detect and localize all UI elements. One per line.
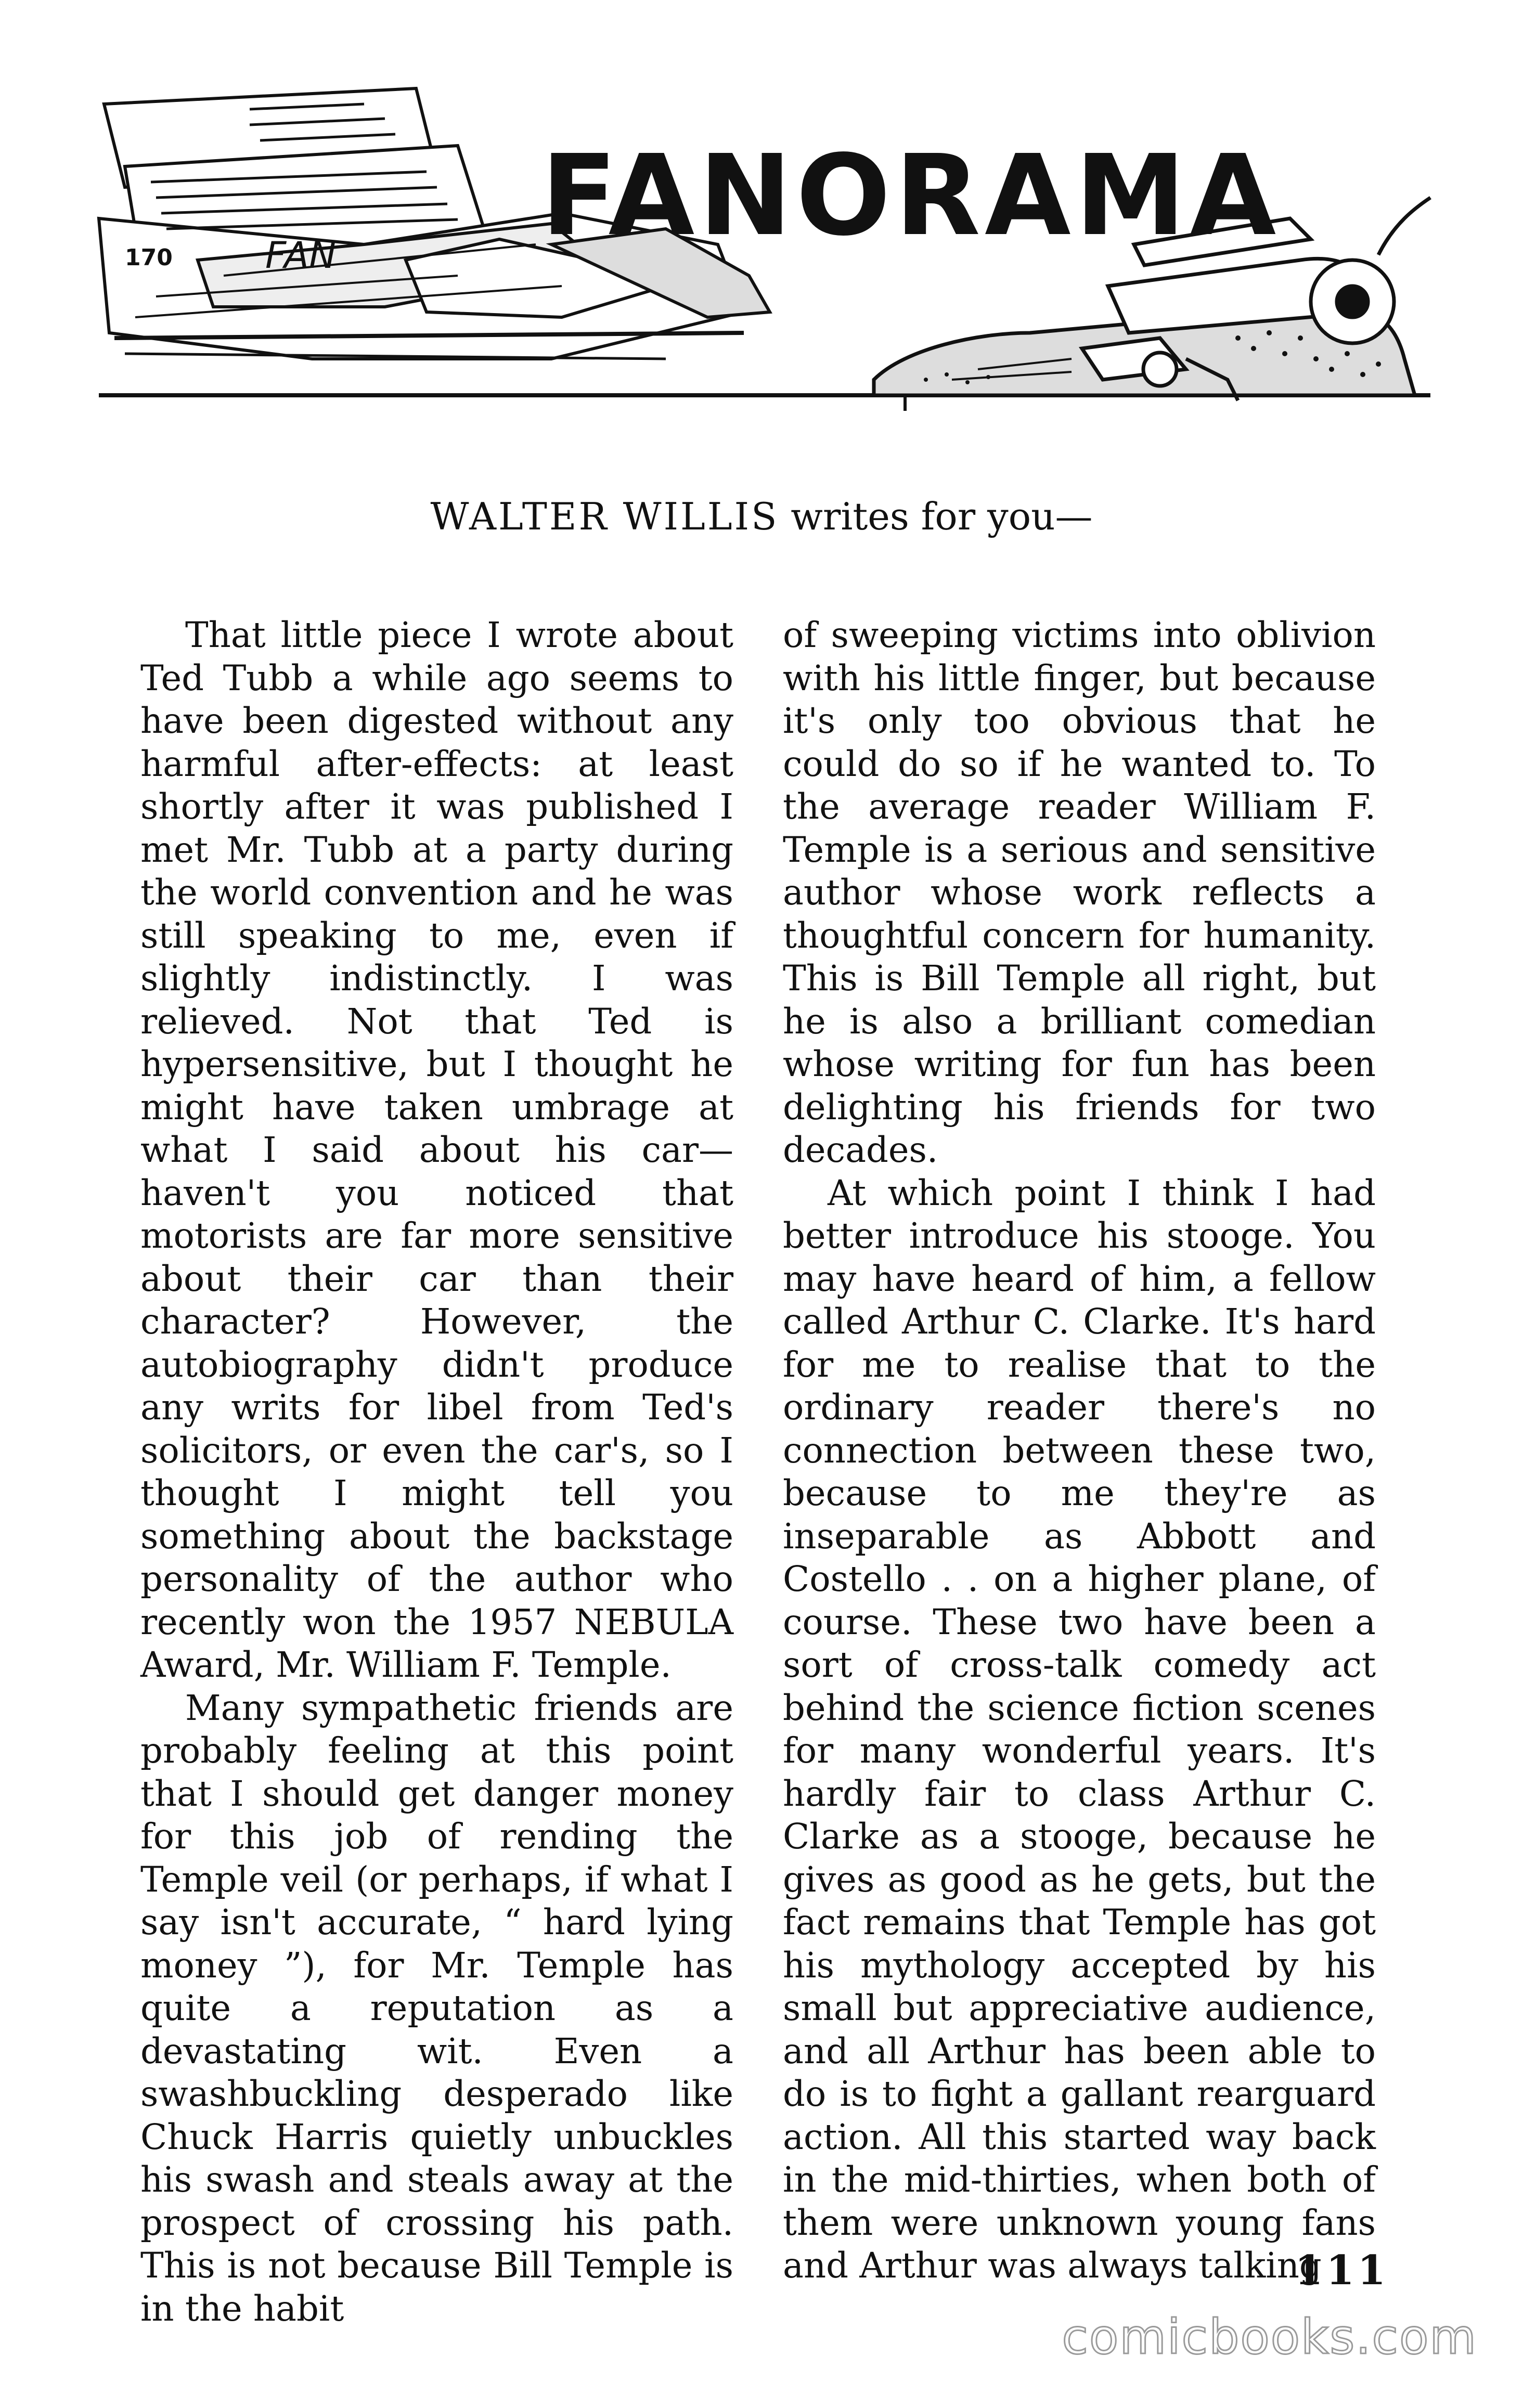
watermark: comicbooks.com [1062,2309,1477,2365]
paragraph: Many sympathetic friends are probably feeling at this point that I should get danger money for this job of rending the Temple veil (or perhaps, if what I say isn't accurate, “ hard lying money ”), for Mr. Temple has quite a reputation as a devastating wit. Even a swashbuckling desperado like Chuck Harris quietly unbuckles his swash and steals away at the prospect of crossing his path. This is not because Bill Temple is in the habit [140,1687,733,2329]
byline-author: WALTER WILLIS [430,495,779,538]
byline [0,494,1523,539]
masthead-title: FANORAMA [541,131,1281,261]
art-label-fan: FAN [265,234,337,277]
paragraph: That little piece I wrote about Ted Tubb a while ago seems to have been digested without any harmful after-effects: at least shortly after it was published I met Mr. Tubb at a party during the world convention and he was still speaking to me, even if slightly indistinctly. I was relieved. Not that Ted is hypersensitive, but I thought he might have taken umbrage at what I said about his car—haven't you noticed that motorists are far more sensitive about their car than their character? However, the autobiography didn't produce any writs for libel from Ted's solicitors, or even the car's, so I thought I might tell you something about the backstage personality of the author who recently won the 1957 NEBULA Award, Mr. William F. Temple. [140,615,733,1685]
paragraph: At which point I think I had better introduce his stooge. You may have heard of him, a fellow called Arthur C. Clarke. It's hard for me to realise that to the ordinary reader there's no connection between these two, because to me they're as inseparable as Abbott and Costello . . on a higher plane, of course. These two have been a sort of cross-talk comedy act behind the science fiction scenes for many wonderful years. It's hardly fair to class Arthur C. Clarke as a stooge, because he gives as good as he gets, but the fact remains that Temple has got his mythology accepted by his small but appreciative audience, and all Arthur has been able to do is to fight a gallant rearguard action. All this started way back in the mid-thirties, when both of them were unknown young fans and Arthur was always talking [783,1172,1376,2286]
byline-tail: writes for you— [791,495,1093,538]
page-number: 111 [1295,2247,1389,2294]
paragraph: of sweeping victims into oblivion with his little finger, but because it's only too obvious that he could do so if he wanted to. To the average reader William F. Temple is a serious and sensitive author whose work reflects a thoughtful concern for humanity. This is Bill Temple all right, but he is also a brilliant comedian whose writing for fun has been delighting his friends for two decades. [783,615,1376,1170]
art-label-number: 170 [125,244,173,271]
left-text-column [140,614,733,2329]
